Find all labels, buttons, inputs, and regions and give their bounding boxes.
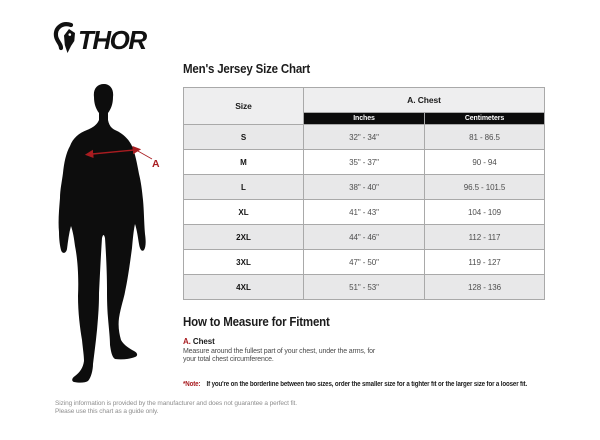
measure-label-name: Chest <box>190 337 215 346</box>
size-cell: 4XL <box>184 275 304 300</box>
inches-cell: 47" - 50" <box>304 250 425 275</box>
centimeters-cell: 119 - 127 <box>425 250 545 275</box>
table-row <box>184 175 545 200</box>
disclaimer-line-1: Sizing information is provided by the manufacturer and does not guarantee a perfect fit. <box>55 400 297 407</box>
inches-cell: 35" - 37" <box>304 150 425 175</box>
size-cell: M <box>184 150 304 175</box>
disclaimer-line-2: Please use this chart as a guide only. <box>55 408 159 416</box>
page-title: Men's Jersey Size Chart <box>183 62 310 76</box>
male-body-silhouette <box>59 84 146 383</box>
inches-column-header: Inches <box>304 113 425 125</box>
size-cell: S <box>184 125 304 150</box>
note-prefix: *Note: <box>183 381 201 388</box>
inches-cell: 32" - 34" <box>304 125 425 150</box>
size-cell: L <box>184 175 304 200</box>
male-silhouette-figure <box>42 78 164 400</box>
table-row <box>184 250 545 275</box>
note-text: If you're on the borderline between two sizes, order the smaller size for a tighter fit or the larger size for a looser fit. <box>206 381 528 388</box>
table-row <box>184 125 545 150</box>
table-row <box>184 150 545 175</box>
table-header-row <box>184 88 545 113</box>
centimeters-cell: 104 - 109 <box>425 200 545 225</box>
table-row <box>184 275 545 300</box>
chest-group-header: A. Chest <box>304 88 545 113</box>
centimeters-cell: 96.5 - 101.5 <box>425 175 545 200</box>
inches-cell: 51" - 53" <box>304 275 425 300</box>
table-row <box>184 225 545 250</box>
measure-description: Measure around the fullest part of your chest, under the arms, for your total chest circumference. <box>183 348 376 364</box>
table-row <box>184 200 545 225</box>
centimeters-cell: 128 - 136 <box>425 275 545 300</box>
size-cell: 2XL <box>184 225 304 250</box>
centimeters-column-header: Centimeters <box>425 113 545 125</box>
measure-label-letter: A. <box>183 337 191 346</box>
sizing-note <box>183 381 527 388</box>
size-chart-table <box>183 87 545 300</box>
thor-logo <box>52 20 156 56</box>
inches-cell: 38" - 40" <box>304 175 425 200</box>
manufacturer-disclaimer <box>55 400 297 417</box>
size-cell: XL <box>184 200 304 225</box>
thor-wordmark: THOR <box>78 25 146 55</box>
size-column-header: Size <box>184 88 304 125</box>
centimeters-cell: 112 - 117 <box>425 225 545 250</box>
size-cell: 3XL <box>184 250 304 275</box>
centimeters-cell: 90 - 94 <box>425 150 545 175</box>
measure-label <box>183 337 433 346</box>
thor-goat-head-icon <box>56 24 75 53</box>
how-to-measure-heading: How to Measure for Fitment <box>183 315 330 329</box>
inches-cell: 44" - 46" <box>304 225 425 250</box>
chest-measure-instructions <box>183 337 433 365</box>
centimeters-cell: 81 - 86.5 <box>425 125 545 150</box>
inches-cell: 41" - 43" <box>304 200 425 225</box>
chest-measure-label: A <box>152 158 160 170</box>
